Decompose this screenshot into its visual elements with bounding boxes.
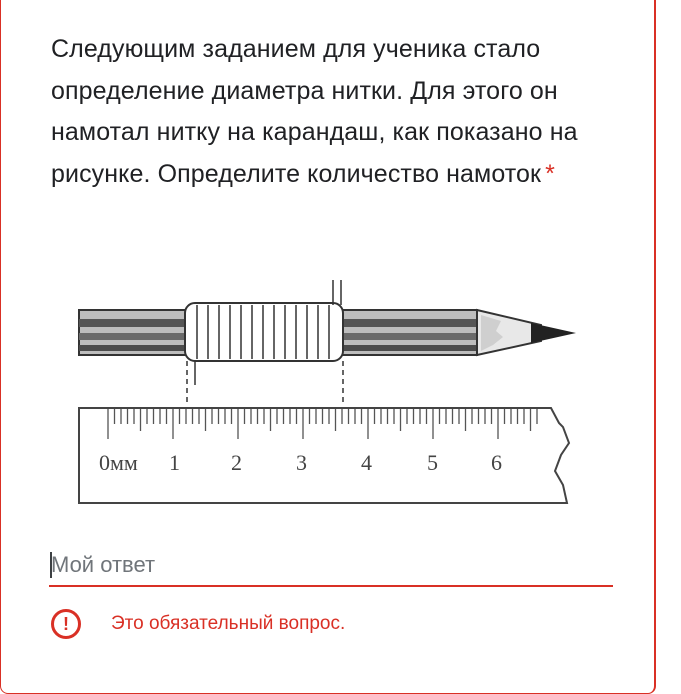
thread-coil bbox=[185, 280, 343, 385]
pencil-ruler-image bbox=[71, 275, 591, 515]
validation-error bbox=[51, 606, 345, 642]
ruler-label-4: 4 bbox=[361, 450, 372, 475]
required-asterisk: * bbox=[545, 159, 555, 188]
ruler-label-1: 1 bbox=[169, 450, 180, 475]
measure-guides bbox=[187, 361, 343, 403]
ruler-label-2: 2 bbox=[231, 450, 242, 475]
question-text: Следующим заданием для ученика стало определение диаметра нитки. Для этого он намотал нитку на карандаш, как показано на рисунке. Определите количество намоток bbox=[51, 35, 578, 188]
ruler-label-3: 3 bbox=[296, 450, 307, 475]
ruler-label-0: 0мм bbox=[99, 450, 138, 475]
ruler-label-6: 6 bbox=[491, 450, 502, 475]
ruler bbox=[79, 408, 569, 503]
answer-field[interactable] bbox=[49, 547, 613, 587]
answer-input[interactable] bbox=[49, 547, 615, 583]
exclamation-icon: ! bbox=[51, 609, 81, 639]
question-title bbox=[51, 29, 631, 195]
ruler-label-5: 5 bbox=[427, 450, 438, 475]
error-message: Это обязательный вопрос. bbox=[111, 613, 346, 634]
